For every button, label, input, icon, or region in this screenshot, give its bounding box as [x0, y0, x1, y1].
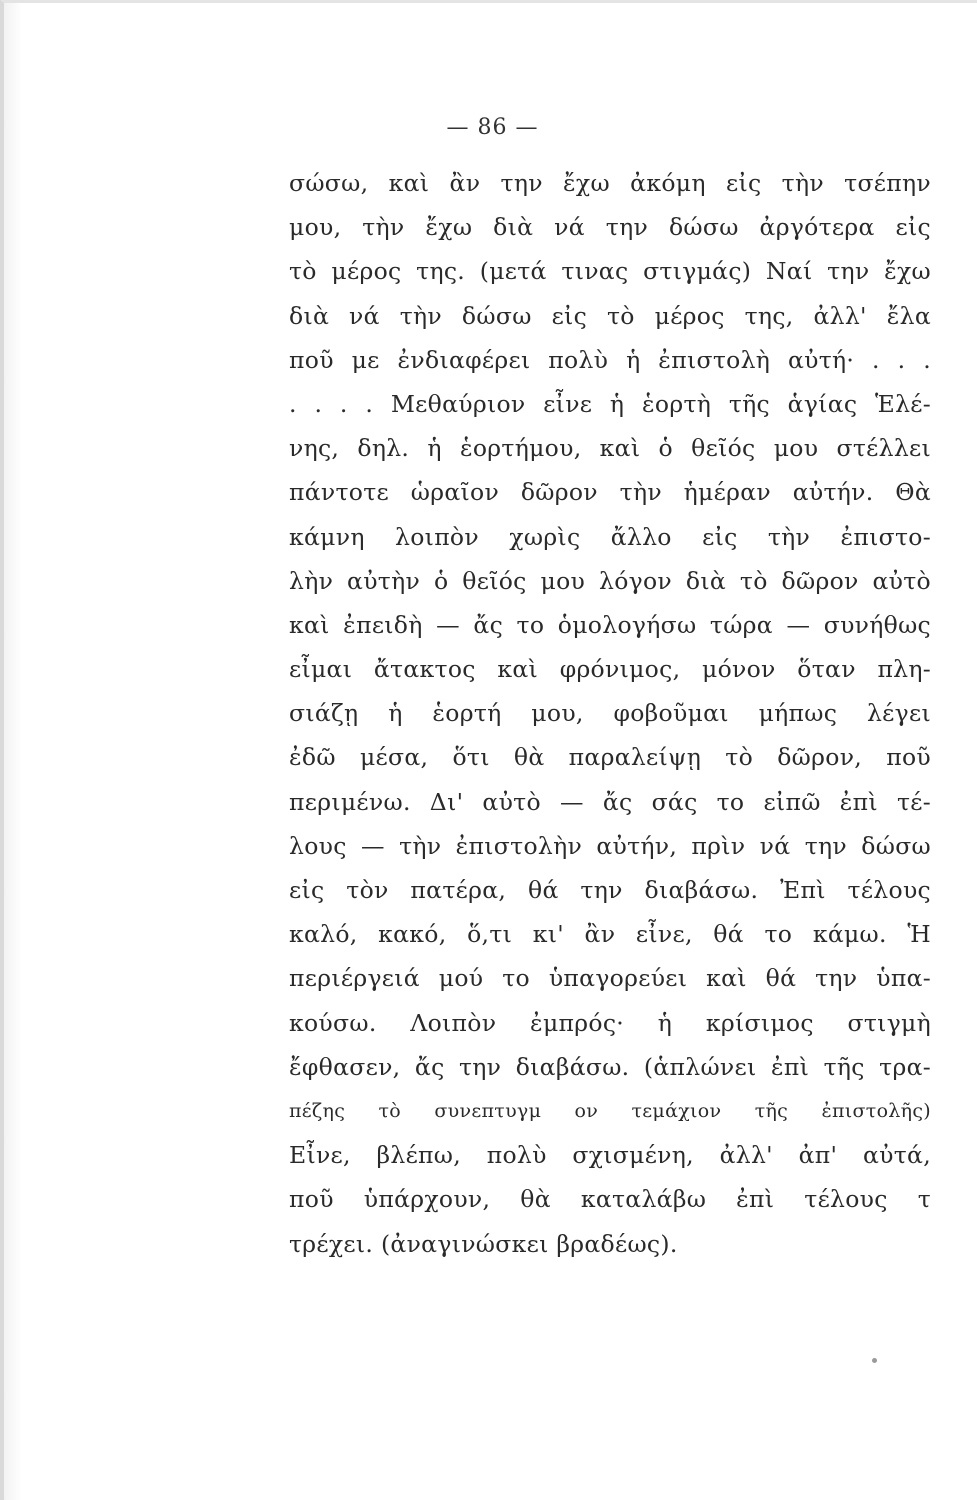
- text-line: νης, δηλ. ἡ ἑορτήμου, καὶ ὁ θεῖός μου στέλλει: [289, 434, 931, 463]
- text-line: σώσω, καὶ ἂν την ἔχω ἀκόμη εἰς τὴν τσέπην: [289, 169, 931, 197]
- text-line: τὸ μέρος της. (μετά τινας στιγμάς) Ναί την ἔχω: [289, 257, 931, 286]
- text-line: σιάζῃ ἡ ἑορτή μου, φοβοῦμαι μήπως λέγει: [289, 699, 931, 728]
- text-line: τρέχει. (ἀναγινώσκει βραδέως).: [289, 1229, 678, 1258]
- text-line: εἰς τὸν πατέρα, θά την διαβάσω. Ἐπὶ τέλους: [289, 876, 931, 904]
- text-line: Εἶνε, βλέπω, πολὺ σχισμένη, ἀλλ' ἀπ' αὐτά,: [289, 1141, 931, 1170]
- text-line: ποῦ με ἐνδιαφέρει πολὺ ἡ ἐπιστολὴ αὐτή· . . .: [289, 345, 931, 374]
- text-line: ἐδῶ μέσα, ὅτι θὰ παραλείψῃ τὸ δῶρον, ποῦ: [289, 743, 931, 772]
- text-line: πάντοτε ὡραῖον δῶρον τὴν ἡμέραν αὐτήν. Θὰ: [289, 478, 931, 507]
- page-number: — 86 —: [446, 115, 539, 140]
- text-line: κάμνη λοιπὸν χωρὶς ἄλλο εἰς τὴν ἐπιστο-: [289, 522, 931, 551]
- text-line: πέζης τὸ συνεπτυγμ ον τεμάχιον τῆς ἐπιστολῆς): [289, 1099, 931, 1122]
- text-line: ἔφθασεν, ἄς την διαβάσω. (ἁπλώνει ἐπὶ τῆς τρα-: [289, 1052, 931, 1081]
- text-line: ποῦ ὑπάρχουν, θὰ καταλάβω ἐπὶ τέλους τ: [289, 1185, 931, 1214]
- text-line: . . . . Μεθαύριον εἶνε ἡ ἑορτὴ τῆς ἁγίας Ἑλέ-: [289, 389, 931, 418]
- text-line: μου, τὴν ἔχω διὰ νά την δώσω ἀργότερα εἰς: [289, 213, 931, 242]
- text-line: λὴν αὐτὴν ὁ θεῖός μου λόγον διὰ τὸ δῶρον αὐτὸ: [289, 566, 931, 595]
- text-line: περιέργειά μού το ὑπαγορεύει καὶ θά την ὑπα-: [289, 964, 931, 993]
- text-line: κούσω. Λοιπὸν ἐμπρός· ἡ κρίσιμος στιγμὴ: [289, 1008, 931, 1037]
- text-line: καὶ ἐπειδὴ — ἄς το ὁμολογήσω τώρα — συνήθως: [289, 610, 931, 639]
- text-line: περιμένω. Δι' αὐτὸ — ἄς σάς το εἰπῶ ἐπὶ τέ-: [289, 787, 931, 816]
- text-line: διὰ νά τὴν δώσω εἰς τὸ μέρος της, ἀλλ' ἔλα: [289, 301, 931, 330]
- body-text: [289, 161, 931, 1266]
- text-line: εἶμαι ἄτακτος καὶ φρόνιμος, μόνον ὅταν πλη-: [289, 655, 931, 684]
- text-line: λους — τὴν ἐπιστολὴν αὐτήν, πρὶν νά την δώσω: [289, 831, 931, 860]
- ink-speck: [872, 1358, 877, 1363]
- text-line: καλό, κακό, ὅ,τι κι' ἂν εἶνε, θά το κάμω. Ἡ: [289, 920, 931, 949]
